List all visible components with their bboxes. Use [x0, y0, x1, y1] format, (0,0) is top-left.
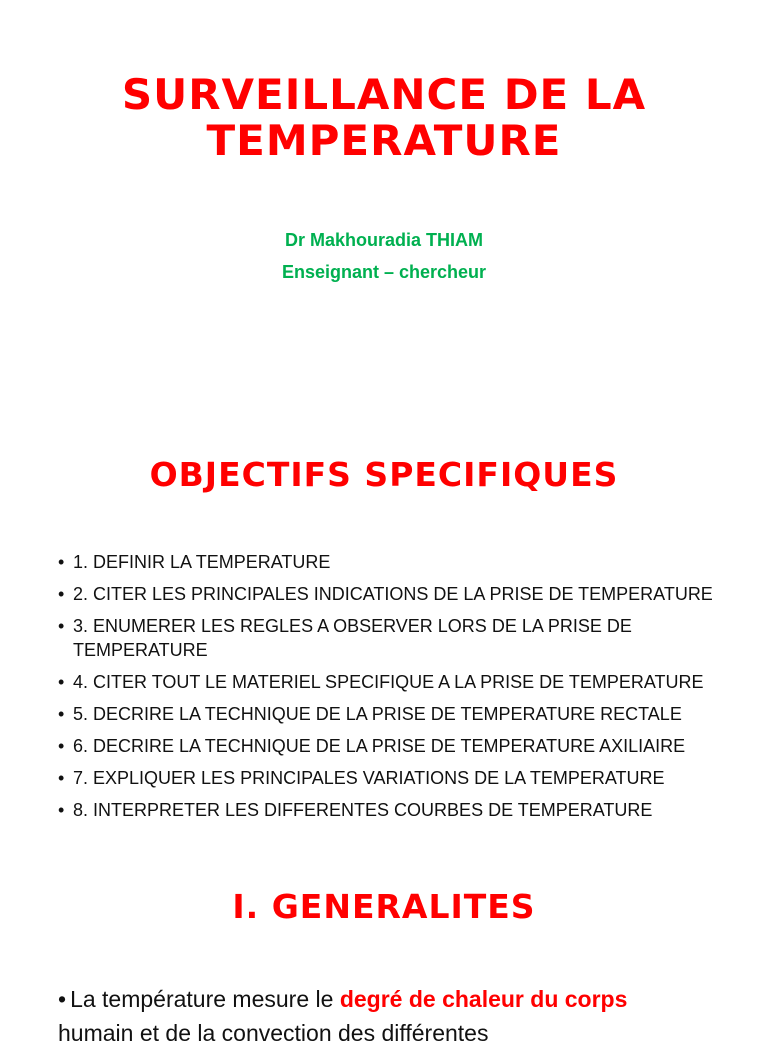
- objective-item-8: • 8. INTERPRETER LES DIFFERENTES COURBES DE TEMPERATURE: [58, 798, 748, 822]
- objective-item-6: • 6. DECRIRE LA TECHNIQUE DE LA PRISE DE TEMPERATURE AXILIAIRE: [58, 734, 748, 758]
- slide-title: [0, 72, 768, 164]
- objectives-heading: OBJECTIFS SPECIFIQUES: [149, 455, 619, 494]
- title-line-2: TEMPERATURE: [206, 116, 562, 165]
- generalites-heading: I. GENERALITES: [232, 887, 536, 926]
- objective-item-5: • 5. DECRIRE LA TECHNIQUE DE LA PRISE DE TEMPERATURE RECTALE: [58, 702, 748, 726]
- paragraph-continuation: humain et de la convection des différentes: [58, 1020, 489, 1046]
- bullet-marker: •: [58, 986, 67, 1012]
- objective-item-4: • 4. CITER TOUT LE MATERIEL SPECIFIQUE A LA PRISE DE TEMPERATURE: [58, 670, 748, 694]
- objective-item-7: • 7. EXPLIQUER LES PRINCIPALES VARIATIONS DE LA TEMPERATURE: [58, 766, 748, 790]
- paragraph-highlight: degré de chaleur du corps: [339, 986, 628, 1012]
- objective-item-2: • 2. CITER LES PRINCIPALES INDICATIONS DE LA PRISE DE TEMPERATURE: [58, 582, 748, 606]
- author-name: Dr Makhouradia THIAM: [284, 230, 484, 250]
- paragraph-start: La température mesure le: [70, 986, 340, 1012]
- objective-item-3: • 3. ENUMERER LES REGLES A OBSERVER LORS DE LA PRISE DE TEMPERATURE: [58, 614, 748, 662]
- author-role: Enseignant – chercheur: [281, 262, 487, 282]
- objective-item-1: • 1. DEFINIR LA TEMPERATURE: [58, 550, 748, 574]
- generalites-paragraph: [58, 982, 758, 1050]
- title-line-1: SURVEILLANCE DE LA: [121, 70, 647, 119]
- objectives-list: [58, 550, 748, 830]
